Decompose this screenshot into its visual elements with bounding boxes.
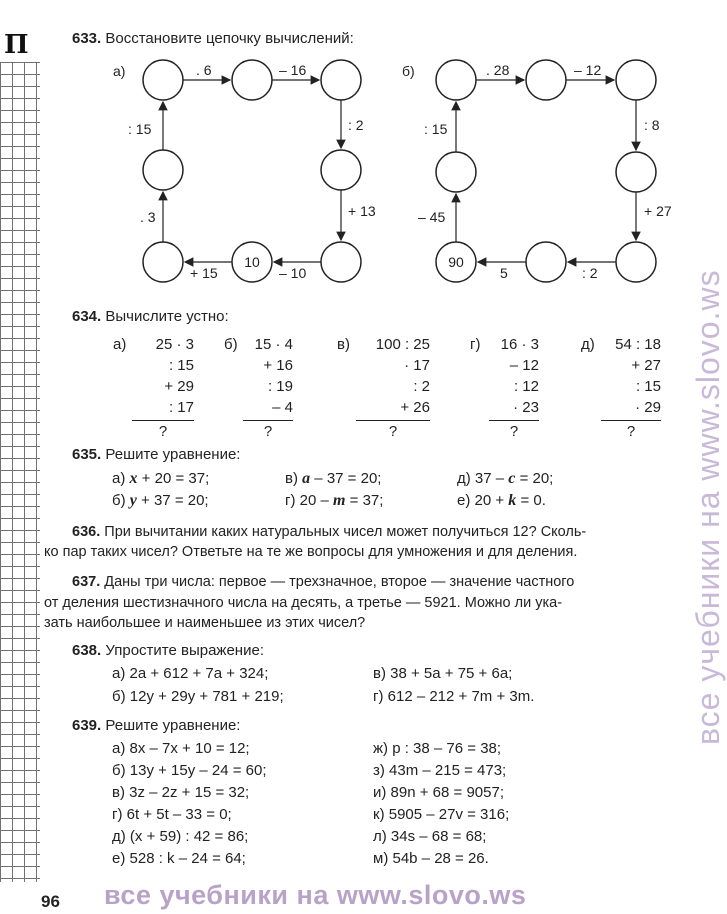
- col-a-op-3: : 17: [168, 399, 194, 416]
- eq-639-l: л) 34s – 68 = 68;: [373, 828, 487, 845]
- exercise-637-line2: от деления шестизначного числа на десять, а третье — 5921. Можно ли ука-: [44, 595, 563, 611]
- col-b-label: б): [224, 336, 238, 353]
- chain-a-op-7: . 3: [140, 209, 156, 225]
- chain-a: [113, 60, 376, 282]
- exercise-633-number: 633.: [72, 30, 102, 47]
- watermark-side: все учебники на www.slovo.ws: [690, 269, 726, 745]
- col-d-op-1: + 27: [631, 357, 661, 374]
- col-g-result: ?: [489, 420, 539, 442]
- chain-a-label: а): [113, 63, 126, 79]
- col-d-result: ?: [601, 420, 661, 442]
- col-g-op-3: · 23: [513, 399, 539, 416]
- eq-639-i: и) 89n + 68 = 9057;: [373, 784, 504, 801]
- chain-b: [402, 60, 672, 282]
- chain-a-node-8: [143, 150, 183, 190]
- eq-639-d: д) (x + 59) : 42 = 86;: [112, 828, 249, 845]
- eq-639-k: к) 5905 – 27v = 316;: [373, 806, 510, 823]
- exercise-636-line1: 636. При вычитании каких натуральных чисел может получиться 12? Сколь-: [72, 524, 587, 540]
- expr-638-a: а) 2a + 612 + 7a + 324;: [112, 665, 269, 682]
- eq-635-b: б) y + 37 = 20;: [112, 492, 209, 509]
- eq-639-b: б) 13y + 15y – 24 = 60;: [112, 762, 267, 779]
- chain-b-given: 90: [448, 254, 464, 270]
- col-b-result: ?: [243, 420, 293, 442]
- col-b-op-2: : 19: [267, 378, 293, 395]
- chain-b-node-3: [616, 60, 656, 100]
- expr-638-g: г) 612 – 212 + 7m + 3m.: [373, 688, 535, 705]
- chain-a-node-5: [321, 242, 361, 282]
- col-v-start: 100 : 25: [375, 336, 430, 353]
- col-a-label: а): [113, 336, 127, 353]
- col-a-op-2: + 29: [164, 378, 194, 395]
- eq-635-e: е) 20 + k = 0.: [457, 492, 546, 509]
- eq-639-a: а) 8x – 7x + 10 = 12;: [112, 740, 250, 757]
- chain-a-node-1: [143, 60, 183, 100]
- col-d: [601, 334, 661, 442]
- chain-diagrams: [0, 0, 700, 300]
- exercise-637-line3: зать наибольшее и наименьшее из этих чисел?: [44, 615, 366, 631]
- eq-639-e: е) 528 : k – 24 = 64;: [112, 850, 246, 867]
- col-b-op-3: – 4: [272, 399, 293, 416]
- exercise-635-number: 635.: [72, 446, 102, 463]
- exercise-637-line1: 637. Даны три числа: первое — трехзначное, второе — значение частного: [72, 574, 575, 590]
- chain-b-node-8: [436, 152, 476, 192]
- col-g-op-2: : 12: [513, 378, 539, 395]
- chain-b-node-4: [616, 152, 656, 192]
- exercise-639-number: 639.: [72, 717, 102, 734]
- chain-a-node-7: [143, 242, 183, 282]
- chain-b-op-4: + 27: [644, 203, 672, 219]
- eq-639-m: м) 54b – 28 = 26.: [373, 850, 489, 867]
- chain-b-node-1: [436, 60, 476, 100]
- chain-b-op-1: . 28: [486, 62, 510, 78]
- exercise-633-text: Восстановите цепочку вычислений:: [105, 30, 354, 47]
- exercise-638-text: Упростите выражение:: [105, 642, 264, 659]
- chain-b-op-7: – 45: [418, 209, 446, 225]
- col-a-start: 25 · 3: [155, 336, 194, 353]
- col-v-op-1: · 17: [404, 357, 430, 374]
- chain-a-op-1: . 6: [196, 62, 212, 78]
- chain-b-node-6: [526, 242, 566, 282]
- col-v-op-3: + 26: [400, 399, 430, 416]
- page-number: 96: [41, 892, 60, 911]
- col-v-result: ?: [356, 420, 430, 442]
- exercise-635-heading: [72, 446, 240, 464]
- col-g-start: 16 · 3: [500, 336, 539, 353]
- eq-635-d: д) 37 – c = 20;: [457, 470, 554, 487]
- col-d-op-3: · 29: [635, 399, 661, 416]
- exercise-636-number: 636.: [72, 524, 101, 540]
- exercise-638-number: 638.: [72, 642, 102, 659]
- expr-638-v: в) 38 + 5a + 75 + 6a;: [373, 665, 513, 682]
- exercise-634-number: 634.: [72, 308, 102, 325]
- chain-a-given: 10: [244, 254, 260, 270]
- chain-a-op-8: : 15: [128, 121, 152, 137]
- chain-a-op-4: + 13: [348, 203, 376, 219]
- eq-639-z: з) 43m – 215 = 473;: [373, 762, 507, 779]
- col-b-op-1: + 16: [263, 357, 293, 374]
- col-g: [489, 334, 539, 442]
- chain-a-op-6: + 15: [190, 265, 218, 281]
- col-v: [356, 334, 430, 442]
- chain-a-op-5: – 10: [279, 265, 307, 281]
- exercise-634-heading: [72, 308, 229, 326]
- exercise-635-text: Решите уравнение:: [105, 446, 241, 463]
- expr-638-b: б) 12y + 29y + 781 + 219;: [112, 688, 284, 705]
- exercise-639-heading: [72, 717, 240, 735]
- section-marker: П: [4, 30, 29, 60]
- chain-a-node-3: [321, 60, 361, 100]
- eq-635-g: г) 20 – m = 37;: [285, 492, 384, 509]
- col-d-op-2: : 15: [635, 378, 661, 395]
- chain-a-node-4: [321, 150, 361, 190]
- chain-b-op-5: : 2: [582, 265, 598, 281]
- col-b: [243, 334, 293, 442]
- chain-a-op-3: : 2: [348, 117, 364, 133]
- chain-b-op-2: – 12: [574, 62, 602, 78]
- eq-635-a: а) x + 20 = 37;: [112, 470, 210, 487]
- col-d-start: 54 : 18: [615, 336, 661, 353]
- exercise-637-number: 637.: [72, 574, 101, 590]
- chain-b-node-5: [616, 242, 656, 282]
- col-v-label: в): [337, 336, 350, 353]
- eq-639-v: в) 3z – 2z + 15 = 32;: [112, 784, 250, 801]
- chain-b-node-2: [526, 60, 566, 100]
- watermark-bottom: все учебники на www.slovo.ws: [104, 880, 527, 910]
- exercise-634-text: Вычислите устно:: [105, 308, 229, 325]
- col-v-op-2: : 2: [413, 378, 430, 395]
- chain-b-label: б): [402, 63, 415, 79]
- eq-639-zh: ж) p : 38 – 76 = 38;: [373, 740, 502, 757]
- chain-b-op-8: : 15: [424, 121, 448, 137]
- eq-635-v: в) a – 37 = 20;: [285, 470, 382, 487]
- col-b-start: 15 · 4: [254, 336, 293, 353]
- chain-b-op-3: : 8: [644, 117, 660, 133]
- col-g-op-1: – 12: [509, 357, 539, 374]
- col-a-result: ?: [132, 420, 194, 442]
- chain-a-op-2: – 16: [279, 62, 307, 78]
- exercise-638-heading: [72, 642, 264, 660]
- col-a: [132, 334, 194, 442]
- eq-639-g: г) 6t + 5t – 33 = 0;: [112, 806, 232, 823]
- chain-a-node-2: [232, 60, 272, 100]
- exercise-639-text: Решите уравнение:: [105, 717, 241, 734]
- col-d-label: д): [581, 336, 595, 353]
- col-g-label: г): [470, 336, 481, 353]
- exercise-636-line2: ко пар таких чисел? Ответьте на те же вопросы для умножения и для деления.: [44, 544, 578, 560]
- chain-b-op-6: 5: [500, 265, 508, 281]
- col-a-op-1: : 15: [168, 357, 194, 374]
